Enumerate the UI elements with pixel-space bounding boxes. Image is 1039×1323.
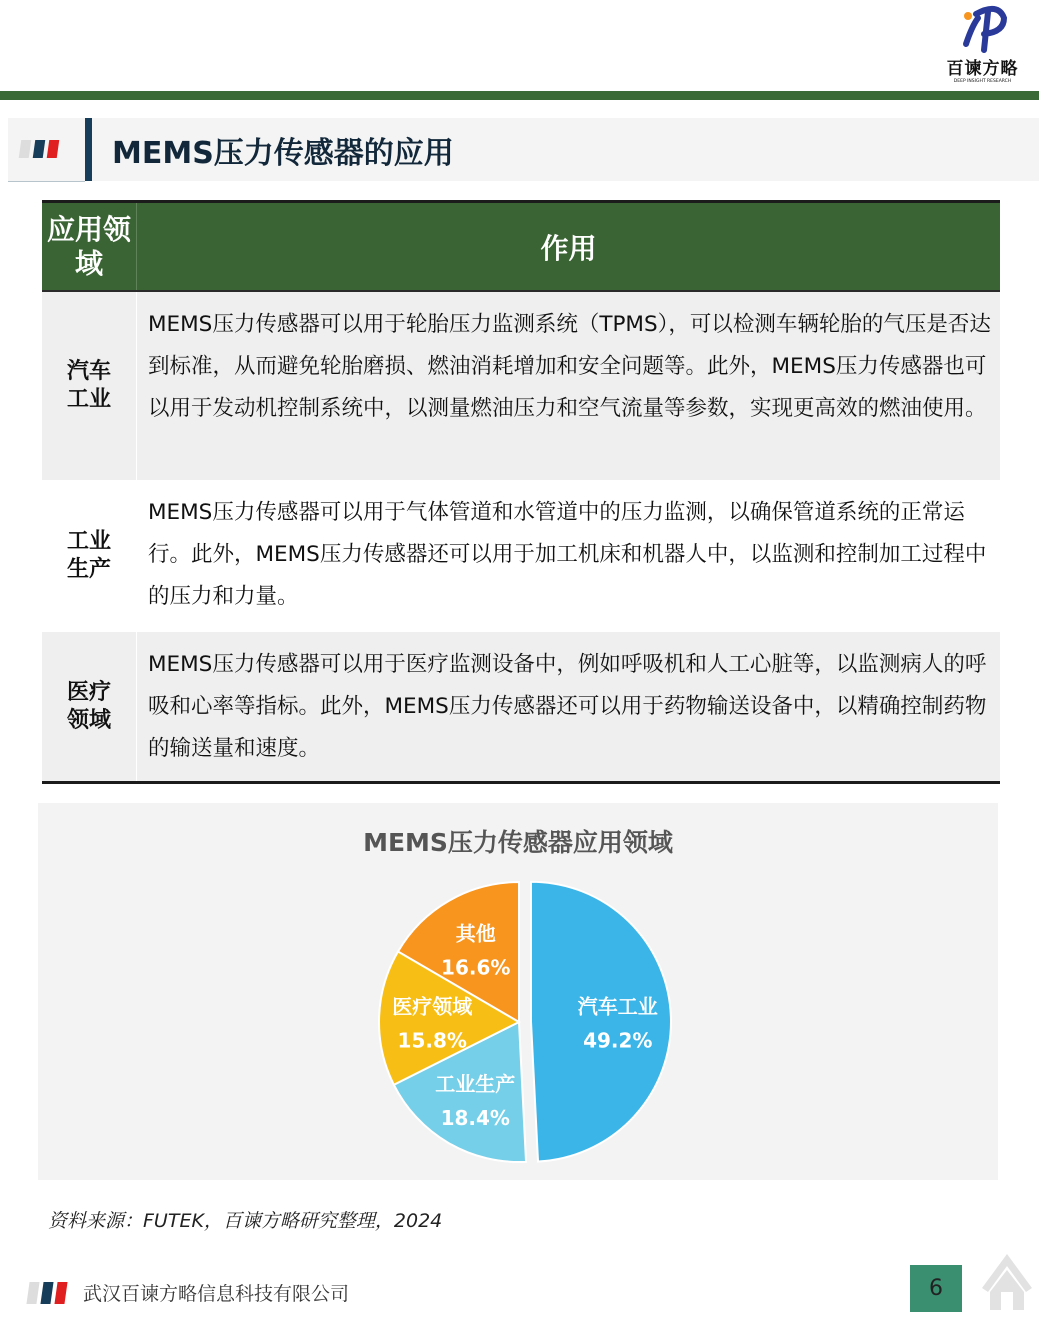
applications-table <box>42 200 1000 784</box>
slice-percent-label: 16.6% <box>441 955 511 980</box>
section-title-bar <box>8 118 1039 181</box>
brand-logo <box>940 4 1025 86</box>
pie-chart <box>38 803 998 1180</box>
divider <box>8 181 85 182</box>
logo-mark-icon <box>958 4 1010 54</box>
slice-percent-label: 15.8% <box>397 1028 467 1053</box>
logo-name: 百谏方略 <box>946 59 1019 79</box>
table-row <box>42 292 1000 480</box>
row-field: 工业生产 <box>42 480 137 632</box>
header-rule <box>0 91 1039 100</box>
slice-category-label: 汽车工业 <box>577 994 658 1019</box>
home-icon[interactable] <box>980 1252 1035 1312</box>
chart-panel <box>38 803 998 1180</box>
slice-percent-label: 18.4% <box>440 1105 510 1130</box>
table-header <box>42 200 1000 292</box>
slice-category-label: 医疗领域 <box>392 994 473 1019</box>
chart-title: MEMS压力传感器应用领域 <box>363 828 673 857</box>
table-row <box>42 632 1000 784</box>
row-field: 汽车工业 <box>42 292 137 480</box>
page-number: 6 <box>910 1265 962 1312</box>
source-note: 资料来源：FUTEK，百谏方略研究整理，2024 <box>48 1210 443 1232</box>
row-desc: MEMS压力传感器可以用于气体管道和水管道中的压力监测，以确保管道系统的正常运行。此外，MEMS压力传感器还可以用于加工机床和机器人中，以监测和控制加工过程中的压力和力量。 <box>148 500 987 609</box>
company-name: 武汉百谏方略信息科技有限公司 <box>83 1283 350 1305</box>
row-desc: MEMS压力传感器可以用于医疗监测设备中，例如呼吸机和人工心脏等，以监测病人的呼吸和心率等指标。此外，MEMS压力传感器还可以用于药物输送设备中，以精确控制药物的输送量和速度。 <box>148 652 987 761</box>
divider <box>85 118 92 181</box>
slice-category-label: 工业生产 <box>435 1071 516 1096</box>
pie-slice <box>531 882 671 1162</box>
stripes-icon <box>20 140 58 158</box>
logo-tagline: DEEP INSIGHT RESEARCH <box>953 79 1012 84</box>
row-field: 医疗领域 <box>42 632 137 781</box>
header-role: 作用 <box>540 231 597 265</box>
table-row <box>42 480 1000 632</box>
header-field: 应用领域 <box>42 203 137 290</box>
footer-stripes-icon <box>28 1282 66 1304</box>
row-desc: MEMS压力传感器可以用于轮胎压力监测系统（TPMS），可以检测车辆轮胎的气压是否达到标准，从而避免轮胎磨损、燃油消耗增加和安全问题等。此外，MEMS压力传感器也可以用于发动机控制系统中，以测量燃油压力和空气流量等参数，实现更高效的燃油使用。 <box>148 312 991 421</box>
slice-percent-label: 49.2% <box>583 1028 653 1053</box>
page-title: MEMS压力传感器的应用 <box>112 136 454 171</box>
slice-category-label: 其他 <box>455 921 496 946</box>
